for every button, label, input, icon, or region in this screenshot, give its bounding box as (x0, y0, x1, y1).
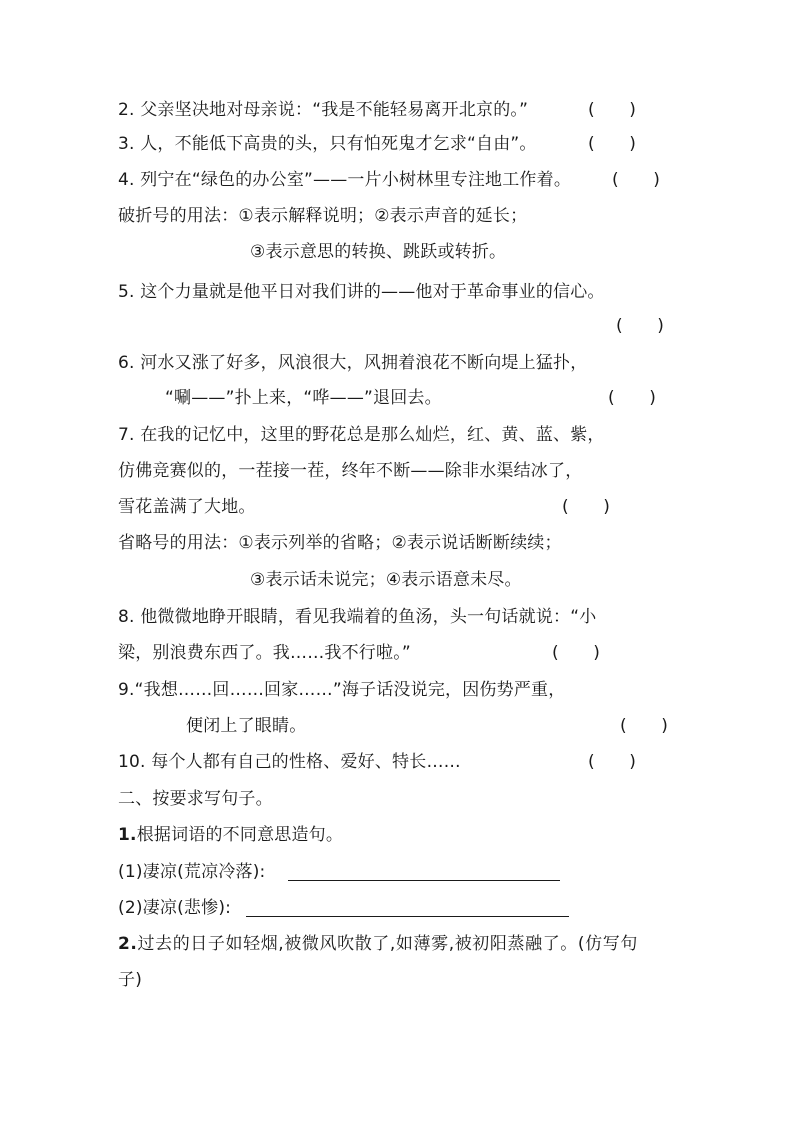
answer-paren-10[interactable]: ( ) (588, 752, 637, 772)
sentence-item-2-blank[interactable] (246, 916, 569, 917)
question-8-line-2: 梁，别浪费东西了。我……我不行啦。” (118, 643, 411, 663)
answer-paren-2[interactable]: ( ) (588, 100, 637, 120)
answer-paren-9[interactable]: ( ) (620, 716, 669, 736)
question-9-line-2: 便闭上了眼睛。 (186, 716, 307, 736)
question-8-line-1: 8. 他微微地睁开眼睛，看见我端着的鱼汤，头一句话就说：“小 (118, 607, 597, 627)
question-7-line-1: 7. 在我的记忆中，这里的野花总是那么灿烂，红、黄、蓝、紫， (118, 425, 605, 445)
answer-paren-4[interactable]: ( ) (612, 170, 661, 190)
task-1 (118, 824, 343, 846)
task-2-line-2: 子) (118, 970, 143, 990)
task-2-number: 2. (118, 934, 138, 954)
task-2-line-1 (118, 933, 638, 955)
ellipsis-usage-line-2: ③表示话未说完；④表示语意未尽。 (250, 570, 522, 590)
question-6-line-1: 6. 河水又涨了好多，风浪很大，风拥着浪花不断向堤上猛扑， (118, 353, 588, 373)
task-1-number: 1. (118, 825, 137, 845)
answer-paren-6[interactable]: ( ) (608, 388, 657, 408)
question-4: 4. 列宁在“绿色的办公室”——一片小树林里专注地工作着。 (118, 170, 572, 190)
question-6-line-2: “唰——”扑上来，“哗——”退回去。 (165, 388, 442, 408)
question-3: 3. 人，不能低下高贵的头，只有怕死鬼才乞求“自由”。 (118, 134, 537, 154)
question-5: 5. 这个力量就是他平日对我们讲的——他对于革命事业的信心。 (118, 282, 605, 302)
sentence-item-1-label: (1)凄凉(荒凉冷落): (118, 862, 266, 882)
answer-paren-8[interactable]: ( ) (552, 643, 601, 663)
dash-usage-line-1: 破折号的用法：①表示解释说明；②表示声音的延长； (118, 206, 528, 226)
sentence-item-1-blank[interactable] (288, 880, 560, 881)
question-2: 2. 父亲坚决地对母亲说：“我是不能轻易离开北京的。” (118, 100, 529, 120)
question-7-line-3: 雪花盖满了大地。 (118, 497, 256, 517)
answer-paren-5[interactable]: ( ) (616, 316, 665, 336)
task-1-text: 根据词语的不同意思造句。 (136, 825, 344, 845)
task-2-text: 过去的日子如轻烟,被微风吹散了,如薄雾,被初阳蒸融了。(仿写句 (137, 934, 638, 954)
dash-usage-line-2: ③表示意思的转换、跳跃或转折。 (250, 242, 507, 262)
sentence-item-2-label: (2)凄凉(悲惨): (118, 898, 232, 918)
question-7-line-2: 仿佛竞赛似的，一茬接一茬，终年不断——除非水渠结冰了， (118, 461, 583, 481)
answer-paren-7[interactable]: ( ) (562, 497, 611, 517)
section-two-heading: 二、按要求写句子。 (118, 789, 273, 809)
ellipsis-usage-line-1: 省略号的用法：①表示列举的省略；②表示说话断断续续； (118, 533, 562, 553)
answer-paren-3[interactable]: ( ) (588, 134, 637, 154)
question-10: 10. 每个人都有自己的性格、爱好、特长…… (118, 752, 461, 772)
question-9-line-1: 9.“我想……回……回家……”海子话没说完，因伤势严重， (118, 680, 566, 700)
